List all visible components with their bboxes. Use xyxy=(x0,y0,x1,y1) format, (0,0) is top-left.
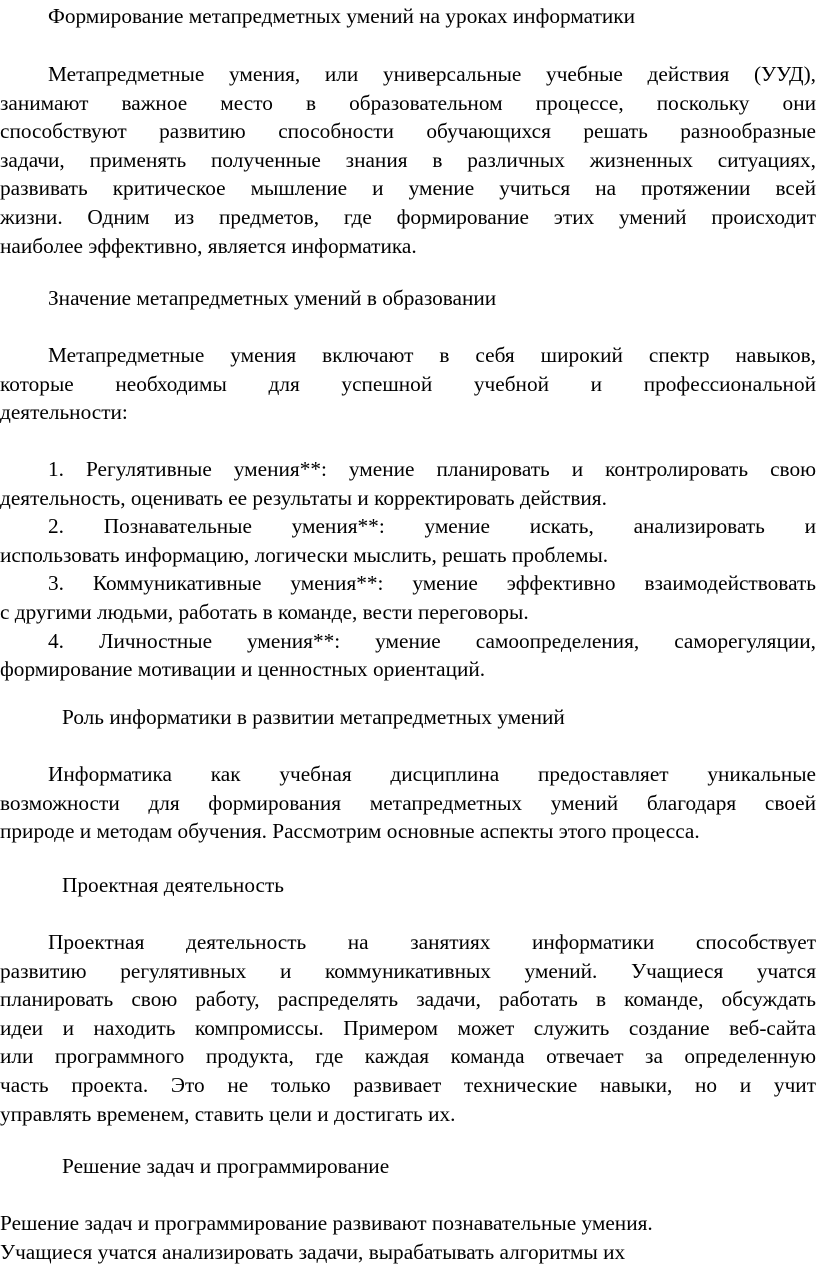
text-line: Метапредметные умения включают в себя широкий спектр навыков, xyxy=(48,343,816,367)
text-line: наиболее эффективно, является информатика. xyxy=(0,233,417,258)
text-line: развивать критическое мышление и умение учиться на протяжении всей xyxy=(0,176,816,201)
text-line: или программного продукта, где каждая команда отвечает за определенную xyxy=(0,1044,816,1069)
text-line: управлять временем, ставить цели и достигать их. xyxy=(0,1101,456,1126)
list-item-line: деятельность, оценивать ее результаты и корректировать действия. xyxy=(0,485,607,510)
text-line: деятельности: xyxy=(0,400,128,425)
text-line: часть проекта. Это не только развивает технические навыки, но и учит xyxy=(0,1072,816,1097)
importance-paragraph xyxy=(0,341,816,427)
section-heading-importance: Значение метапредметных умений в образовании xyxy=(48,286,497,310)
section-heading-projects: Проектная деятельность xyxy=(62,873,284,897)
text-line: Проектная деятельность на занятиях информатики способствует xyxy=(48,930,816,954)
text-line: Информатика как учебная дисциплина предоставляет уникальные xyxy=(48,762,816,786)
list-item-line: 3. Коммуникативные умения**: умение эффективно взаимодействовать xyxy=(48,571,816,596)
text-line: которые необходимы для успешной учебной и профессиональной xyxy=(0,371,816,396)
list-item-line: использовать информацию, логически мыслить, решать проблемы. xyxy=(0,542,609,567)
text-line: идеи и находить компромиссы. Примером может служить создание веб-сайта xyxy=(0,1015,816,1040)
role-paragraph xyxy=(0,760,816,846)
section-heading-programming: Решение задач и программирование xyxy=(62,1154,390,1178)
intro-paragraph xyxy=(0,60,816,260)
text-line: задачи, применять полученные знания в различных жизненных ситуациях, xyxy=(0,147,816,172)
text-line: жизни. Одним из предметов, где формирование этих умений происходит xyxy=(0,204,816,229)
text-line: способствуют развитию способности обучающихся решать разнообразные xyxy=(0,119,816,144)
text-line: занимают важное место в образовательном процессе, поскольку они xyxy=(0,90,816,115)
text-line: Учащиеся учатся анализировать задачи, вырабатывать алгоритмы их xyxy=(0,1239,626,1264)
document-title: Формирование метапредметных умений на уроках информатики xyxy=(48,4,636,28)
skills-list xyxy=(0,455,816,684)
text-line: возможности для формирования метапредметных умений благодаря своей xyxy=(0,790,816,815)
text-line: природе и методам обучения. Рассмотрим основные аспекты этого процесса. xyxy=(0,819,700,844)
list-item-line: 1. Регулятивные умения**: умение планировать и контролировать свою xyxy=(48,457,816,481)
text-line: Метапредметные умения, или универсальные учебные действия (УУД), xyxy=(48,62,816,86)
programming-paragraph xyxy=(0,1209,816,1266)
text-line: планировать свою работу, распределять задачи, работать в команде, обсуждать xyxy=(0,987,816,1012)
list-item-line: формирование мотивации и ценностных ориентаций. xyxy=(0,657,486,682)
list-item-line: 2. Познавательные умения**: умение искать, анализировать и xyxy=(48,514,816,539)
section-heading-role: Роль информатики в развитии метапредметных умений xyxy=(62,705,565,729)
list-item-line: 4. Личностные умения**: умение самоопределения, саморегуляции, xyxy=(48,628,816,653)
list-item-line: с другими людьми, работать в команде, вести переговоры. xyxy=(0,599,529,624)
projects-paragraph xyxy=(0,928,816,1128)
text-line: Решение задач и программирование развивают познавательные умения. xyxy=(0,1211,653,1235)
text-line: развитию регулятивных и коммуникативных умений. Учащиеся учатся xyxy=(0,958,816,983)
